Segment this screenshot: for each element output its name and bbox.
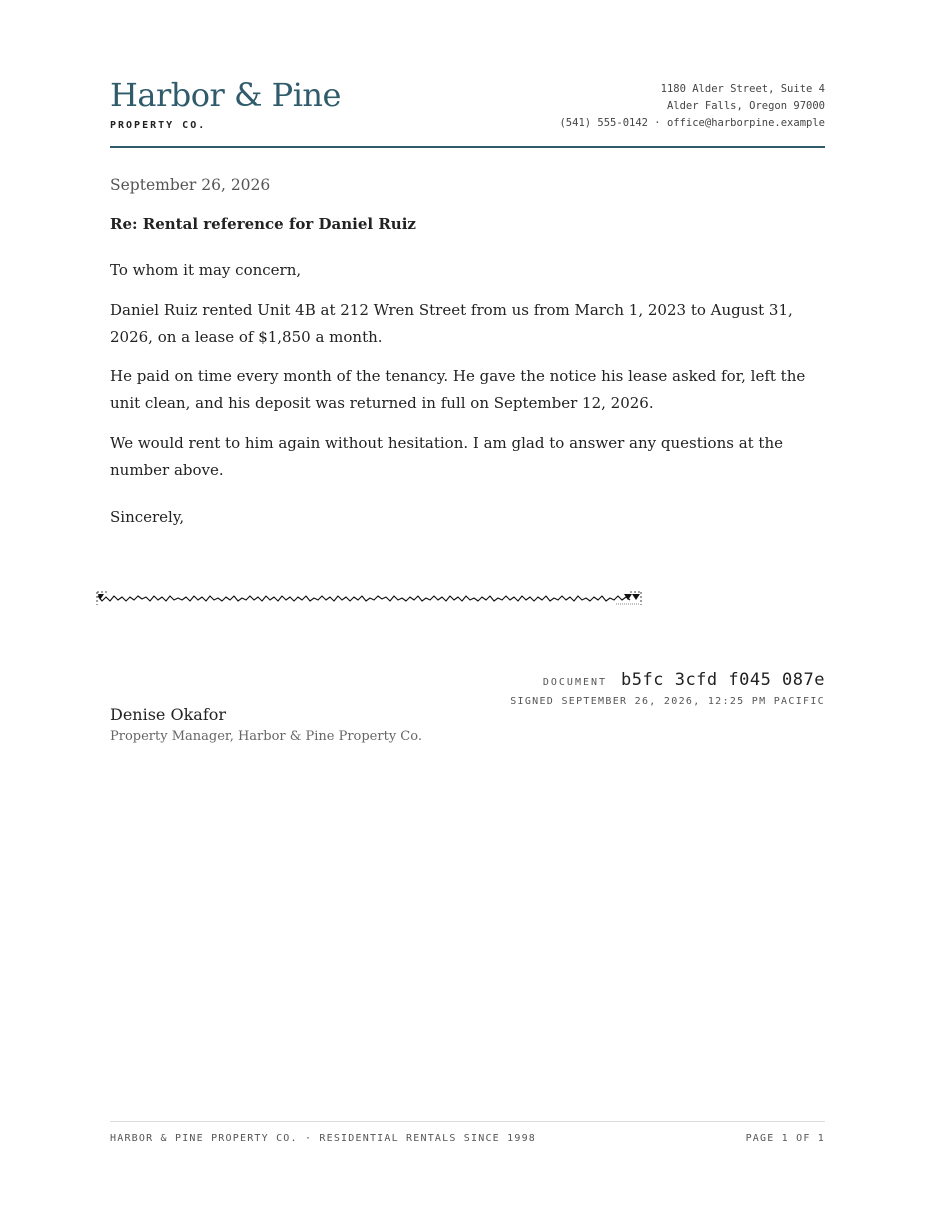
brand-name: Harbor & Pine [110, 76, 341, 114]
body-paragraph-2: He paid on time every month of the tenancy. He gave the notice his lease asked for, left the unit clean, and his deposit was returned in full on September 12, 2026. [110, 367, 806, 412]
brand-subtitle: PROPERTY CO. [110, 120, 207, 131]
page-number: PAGE 1 OF 1 [745, 1133, 825, 1144]
signer-title: Property Manager, Harbor & Pine Property Co. [110, 729, 422, 744]
letterhead [110, 76, 825, 148]
signer-name: Denise Okafor [110, 705, 227, 724]
letter-page [110, 0, 825, 1210]
address-line-1: 1180 Alder Street, Suite 4 [660, 83, 825, 95]
footer-company: HARBOR & PINE PROPERTY CO. · RESIDENTIAL RENTALS SINCE 1998 [110, 1133, 537, 1144]
letter-date: September 26, 2026 [110, 176, 271, 194]
contact-block [559, 81, 825, 132]
closing: Sincerely, [110, 508, 185, 526]
document-label: DOCUMENT [542, 677, 608, 688]
handwritten-signature [96, 588, 646, 610]
document-id-block [510, 670, 825, 707]
signed-timestamp: SIGNED SEPTEMBER 26, 2026, 12:25 PM PACIFIC [510, 696, 825, 707]
contact-line: (541) 555-0142 · office@harborpine.example [559, 117, 825, 129]
salutation: To whom it may concern, [110, 261, 302, 279]
address-line-2: Alder Falls, Oregon 97000 [666, 100, 825, 112]
document-hash: b5fc 3cfd f045 087e [621, 670, 825, 690]
body-paragraph-3: We would rent to him again without hesitation. I am glad to answer any questions at the number above. [110, 434, 783, 479]
letter-subject: Re: Rental reference for Daniel Ruiz [110, 215, 416, 233]
page-footer [110, 1121, 825, 1150]
body-paragraph-1: Daniel Ruiz rented Unit 4B at 212 Wren Street from us from March 1, 2023 to August 31, 2026, on a lease of $1,850 a month. [110, 301, 793, 346]
